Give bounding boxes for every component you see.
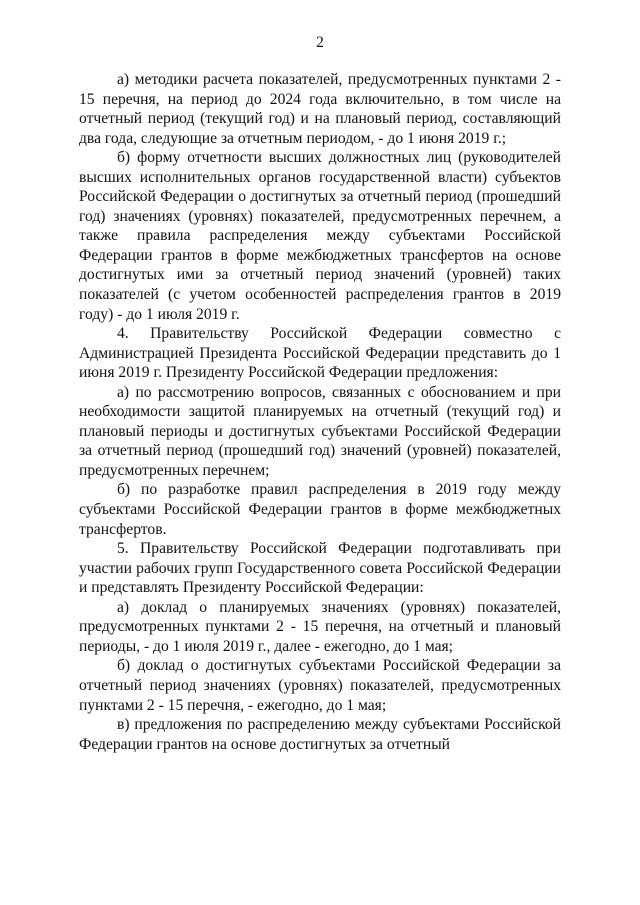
paragraph-section-5-item-v: в) предложения по распределению между субъектами Российской Федерации грантов на основе достигнутых за отчетный <box>79 716 561 753</box>
page-number: 2 <box>316 34 324 51</box>
paragraph-section-4-item-a: а) по рассмотрению вопросов, связанных с обоснованием и при необходимости защитой планируемых на отчетный (текущий год) и плановый периоды и достигнутых субъектами Российской Федерации за отчетный период (прошедший год) значений (уровней) показателей, предусмотренных перечнем; <box>79 383 561 479</box>
paragraph-item-b-reporting-form: б) форму отчетности высших должностных лиц (руководителей высших исполнительных органов государственной власти) субъектов Российской Федерации о достигнутых за отчетный период (прошедший год) значениях (уровнях) показателей, предусмотренных перечнем, а также правила распределения между субъектами Российской Федерации грантов в форме межбюджетных трансфертов на основе достигнутых ими за отчетный период значений (уровней) таких показателей (с учетом особенностей распределения грантов в 2019 году) - до 1 июля 2019 г. <box>79 149 561 323</box>
paragraph-section-5-item-a: а) доклад о планируемых значениях (уровнях) показателей, предусмотренных пунктами 2 - 15 перечня, на отчетный и плановый периоды, - до 1 июля 2019 г., далее - ежегодно, до 1 мая; <box>79 598 561 655</box>
paragraph-item-a-methods: а) методики расчета показателей, предусмотренных пунктами 2 - 15 перечня, на период до 2024 года включительно, в том числе на отчетный период (текущий год) и на плановый период, составляющий два года, следующие за отчетным периодом, - до 1 июня 2019 г.; <box>79 71 561 147</box>
document-body <box>79 70 561 754</box>
paragraph-section-5: 5. Правительству Российской Федерации подготавливать при участии рабочих групп Государственного совета Российской Федерации и представлять Президенту Российской Федерации: <box>79 540 561 597</box>
paragraph-section-4-item-b: б) по разработке правил распределения в 2019 году между субъектами Российской Федерации грантов в форме межбюджетных трансфертов. <box>79 481 561 538</box>
paragraph-section-4: 4. Правительству Российской Федерации совместно с Администрацией Президента Российской Федерации представить до 1 июня 2019 г. Президенту Российской Федерации предложения: <box>79 325 561 382</box>
paragraph-section-5-item-b: б) доклад о достигнутых субъектами Российской Федерации за отчетный период значениях (уровнях) показателей, предусмотренных пунктами 2 - 15 перечня, - ежегодно, до 1 мая; <box>79 657 561 714</box>
